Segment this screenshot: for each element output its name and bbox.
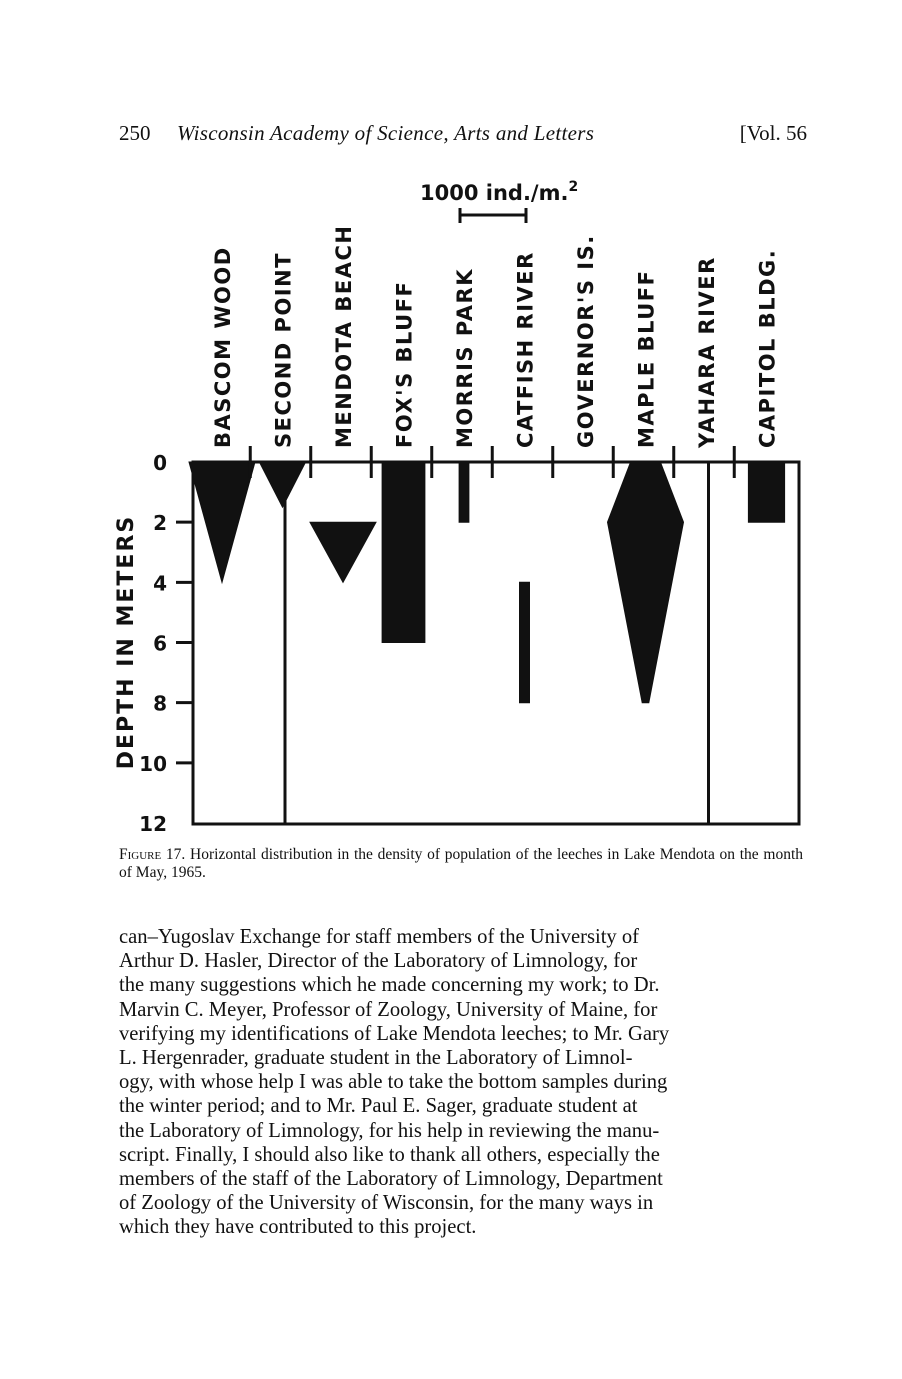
volume-label: [Vol. 56 [739, 121, 807, 145]
y-tick-label: 10 [139, 751, 167, 776]
body-line: Arthur D. Hasler, Director of the Laboratory of Limnology, for [119, 950, 638, 973]
station-profiles [189, 225, 785, 823]
station-label: BASCOM WOOD [211, 246, 235, 448]
scale-bar [460, 208, 526, 223]
y-axis-title: DEPTH IN METERS [114, 514, 139, 770]
scale-label: 1000 ind./m.$^2$ [420, 179, 579, 205]
page-number: 250 [119, 121, 151, 145]
station-label: CATFISH RIVER [513, 251, 538, 448]
y-tick-label: 4 [153, 571, 167, 596]
body-line: of Zoology of the University of Wisconsin, for the many ways in [119, 1192, 654, 1215]
station-label: MENDOTA BEACH [332, 224, 356, 448]
figure-caption [119, 846, 803, 882]
y-axis-ticks [139, 451, 193, 836]
body-line: L. Hergenrader, graduate student in the Laboratory of Limnol- [119, 1047, 633, 1070]
density-profile [520, 582, 530, 702]
body-line: the many suggestions which he made concerning my work; to Dr. [119, 974, 660, 997]
body-line: Marvin C. Meyer, Professor of Zoology, University of Maine, for [119, 998, 658, 1021]
y-tick-label: 6 [153, 631, 167, 656]
density-profile [259, 462, 305, 507]
y-tick-label: 8 [153, 691, 167, 716]
density-profile [189, 462, 255, 582]
y-tick-label: 2 [153, 511, 167, 536]
body-line: the winter period; and to Mr. Paul E. Sager, graduate student at [119, 1095, 638, 1118]
body-line: members of the staff of the Laboratory of Limnology, Department [119, 1168, 663, 1191]
body-line: can–Yugoslav Exchange for staff members of the University of [119, 926, 640, 948]
body-line: the Laboratory of Limnology, for his help in reviewing the manu- [119, 1119, 660, 1142]
density-profile [608, 462, 684, 703]
station-label: MORRIS PARK [453, 268, 477, 448]
station-label: YAHARA RIVER [695, 256, 719, 448]
journal-title: Wisconsin Academy of Science, Arts and Letters [177, 121, 595, 145]
body-line: ogy, with whose help I was able to take the bottom samples during [119, 1071, 668, 1094]
caption-text: Horizontal distribution in the density of population of the leeches in Lake Mendota on the month of May, 1965. [119, 846, 804, 881]
station-label: SECOND POINT [271, 251, 296, 448]
station-label: GOVERNOR'S IS. [574, 234, 598, 448]
scale-superscript: 2 [568, 179, 579, 195]
body-line: script. Finally, I should also like to thank all others, especially the [119, 1143, 660, 1166]
body-line: which they have contributed to this project. [119, 1216, 477, 1239]
density-profile [382, 462, 425, 643]
station-label: MAPLE BLUFF [634, 269, 659, 448]
station-label: CAPITOL BLDG. [755, 248, 780, 448]
body-line: verifying my identifications of Lake Mendota leeches; to Mr. Gary [119, 1022, 670, 1045]
body-paragraph [119, 925, 803, 1240]
caption-lead: Figure 17. [119, 846, 186, 863]
y-tick-label: 12 [139, 812, 167, 836]
density-profile [748, 462, 784, 522]
y-tick-label: 0 [153, 451, 167, 475]
density-profile [459, 462, 469, 522]
density-profile [310, 522, 376, 582]
station-label: FOX'S BLUFF [392, 280, 417, 448]
